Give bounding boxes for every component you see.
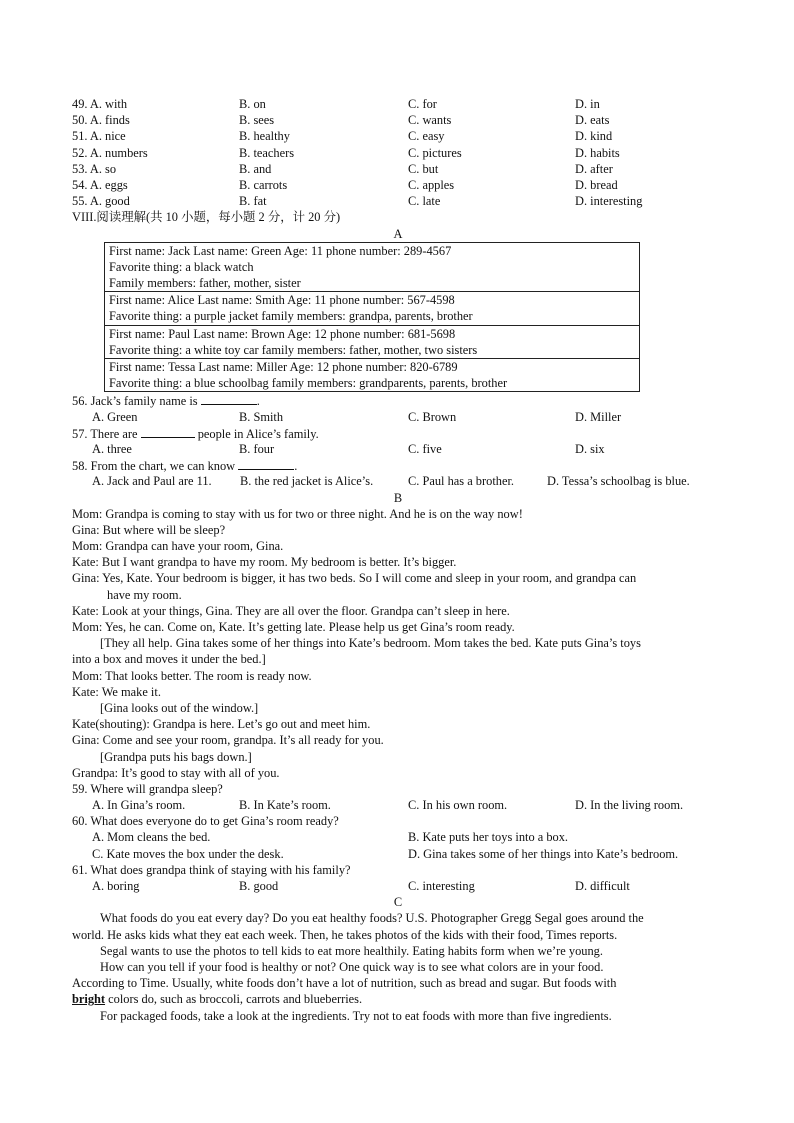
option-d: D. In the living room. — [575, 798, 684, 813]
option-b: B. and — [239, 161, 272, 176]
card-line: First name: Paul Last name: Brown Age: 12 phone number: 681-5698 — [109, 326, 456, 341]
card-line: First name: Alice Last name: Smith Age: 11 phone number: 567-4598 — [109, 293, 455, 308]
paragraph-line: For packaged foods, take a look at the ingredients. Try not to eat foods with more than five ingredients. — [100, 1008, 612, 1023]
option-a: 50. A. finds — [72, 113, 130, 128]
dialogue-line: Grandpa: It’s good to stay with all of you. — [72, 765, 280, 780]
option-b: B. teachers — [239, 145, 295, 160]
cloze-row-49 — [72, 96, 724, 112]
option-a: 49. A. with — [72, 97, 128, 111]
option-c: C. Kate moves the box under the desk. — [92, 846, 284, 861]
dialogue-line: Mom: Yes, he can. Come on, Kate. It’s getting late. Please help us get Gina’s room ready. — [72, 620, 515, 634]
info-card-tessa — [105, 359, 640, 392]
card-line: Family members: father, mother, sister — [109, 276, 301, 291]
cloze-row-53 — [72, 161, 724, 177]
option-d: D. kind — [575, 129, 613, 144]
option-c: C. pictures — [408, 145, 462, 160]
stage-direction-continued: into a box and moves it under the bed.] — [72, 652, 266, 667]
option-c: C. easy — [408, 129, 445, 144]
dialogue-line: Mom: Grandpa can have your room, Gina. — [72, 539, 284, 554]
paragraph-line: According to Time. Usually, white foods don’t have a lot of nutrition, such as bread and sugar. But foods with — [72, 976, 617, 991]
question-57: 57. There are people in Alice’s family. — [72, 426, 319, 441]
option-c: C. interesting — [408, 879, 475, 893]
option-b: B. fat — [239, 194, 267, 209]
option-a: A. Jack and Paul are 11. — [92, 474, 212, 489]
option-c: C. late — [408, 194, 441, 209]
dialogue-line: Kate: We make it. — [72, 684, 161, 699]
cloze-row-52 — [72, 145, 724, 161]
card-line: First name: Tessa Last name: Miller Age: 12 phone number: 820-6789 — [109, 360, 458, 374]
card-line: Favorite thing: a purple jacket family members: grandpa, parents, brother — [109, 309, 473, 324]
option-d: D. Gina takes some of her things into Kate’s bedroom. — [408, 846, 679, 861]
question-60-options-cd — [72, 846, 724, 862]
cloze-row-51 — [72, 128, 724, 144]
passage-label-a: A — [393, 226, 403, 241]
passage-label-b: B — [393, 490, 403, 505]
option-d: D. eats — [575, 113, 610, 128]
option-b: B. sees — [239, 113, 275, 128]
cloze-row-54 — [72, 177, 724, 193]
option-b: B. carrots — [239, 177, 288, 192]
option-d: D. difficult — [575, 879, 630, 893]
card-line: Favorite thing: a black watch — [109, 259, 254, 274]
paragraph-line: How can you tell if your food is healthy or not? One quick way is to see what colors are in your food. — [100, 959, 604, 974]
cloze-row-50 — [72, 112, 724, 128]
underlined-word: bright — [72, 992, 106, 1007]
dialogue-line: Gina: Yes, Kate. Your bedroom is bigger, it has two beds. So I will come and sleep in your room, and grandpa can — [72, 571, 637, 586]
option-c: C. apples — [408, 177, 455, 192]
question-58-options — [72, 473, 724, 489]
paragraph-line: What foods do you eat every day? Do you eat healthy foods? U.S. Photographer Gregg Segal goes around the — [100, 911, 644, 926]
option-a: 52. A. numbers — [72, 145, 148, 160]
option-a: 53. A. so — [72, 161, 117, 176]
paragraph-line: Segal wants to use the photos to tell kids to eat more healthily. Eating habits form when we’re young. — [100, 943, 603, 958]
question-59-options — [72, 797, 724, 813]
dialogue-line: Mom: That looks better. The room is ready now. — [72, 668, 312, 683]
option-d: D. in — [575, 97, 600, 111]
dialogue-line: Mom: Grandpa is coming to stay with us for two or three night. And he is on the way now! — [72, 506, 523, 521]
question-61: 61. What does grandpa think of staying with his family? — [72, 862, 351, 877]
option-d: D. six — [575, 441, 605, 456]
dialogue-line: Kate: Look at your things, Gina. They are all over the floor. Grandpa can’t sleep in here. — [72, 603, 510, 618]
option-c: C. wants — [408, 113, 452, 128]
card-line: First name: Jack Last name: Green Age: 11 phone number: 289-4567 — [109, 243, 452, 258]
option-b: B. Kate puts her toys into a box. — [408, 830, 569, 845]
option-c: C. but — [408, 161, 439, 176]
stage-direction: [Gina looks out of the window.] — [100, 700, 259, 715]
stage-direction: [They all help. Gina takes some of her things into Kate’s bedroom. Mom takes the bed. Kate puts Gina’s toys — [100, 636, 641, 651]
option-a: A. Green — [92, 409, 138, 424]
info-chart — [104, 242, 640, 393]
option-a: 51. A. nice — [72, 129, 126, 144]
answer-blank — [141, 425, 195, 438]
passage-label-c: C — [393, 895, 403, 910]
option-a: A. Mom cleans the bed. — [92, 830, 211, 845]
dialogue-line: Kate: But I want grandpa to have my room. My bedroom is better. It’s bigger. — [72, 555, 457, 570]
option-a: 55. A. good — [72, 194, 130, 209]
option-a: A. In Gina’s room. — [92, 798, 186, 813]
question-60-options-ab — [72, 829, 724, 845]
question-56-options — [72, 409, 724, 425]
paragraph-line: bright colors do, such as broccoli, carrots and blueberries. — [72, 992, 363, 1007]
option-a: A. three — [92, 441, 132, 456]
answer-blank — [201, 392, 257, 405]
card-line: Favorite thing: a white toy car family members: father, mother, two sisters — [109, 342, 478, 357]
option-a: 54. A. eggs — [72, 177, 128, 192]
dialogue-line: Gina: Come and see your room, grandpa. It’s all ready for you. — [72, 733, 384, 748]
section-title: VIII.阅读理解(共 10 小题，每小题 2 分，计 20 分) — [72, 210, 341, 225]
option-d: D. Tessa’s schoolbag is blue. — [547, 474, 690, 489]
info-card-alice — [105, 292, 640, 325]
option-d: D. bread — [575, 177, 618, 192]
option-b: B. on — [239, 97, 266, 111]
option-b: B. the red jacket is Alice’s. — [240, 474, 374, 489]
question-58: 58. From the chart, we can know . — [72, 459, 298, 474]
card-line: Favorite thing: a blue schoolbag family members: grandparents, parents, brother — [109, 376, 508, 391]
question-56: 56. Jack’s family name is . — [72, 394, 260, 409]
question-60: 60. What does everyone do to get Gina’s room ready? — [72, 814, 339, 829]
info-card-jack — [105, 242, 640, 292]
option-b: B. Smith — [239, 409, 284, 424]
option-b: B. four — [239, 441, 275, 456]
dialogue-line-continued: have my room. — [107, 587, 182, 602]
question-57-options — [72, 441, 724, 457]
cloze-row-55 — [72, 193, 724, 209]
option-c: C. Paul has a brother. — [408, 474, 514, 489]
option-c: C. Brown — [408, 409, 457, 424]
option-b: B. healthy — [239, 129, 290, 144]
option-c: C. for — [408, 97, 437, 111]
answer-blank — [238, 457, 294, 470]
option-d: D. after — [575, 161, 613, 176]
exam-page — [72, 96, 724, 1024]
option-d: D. interesting — [575, 194, 643, 209]
paragraph-line: world. He asks kids what they eat each week. Then, he takes photos of the kids with their food, Times reports. — [72, 927, 618, 942]
dialogue-line: Gina: But where will be sleep? — [72, 522, 226, 537]
dialogue-line: Kate(shouting): Grandpa is here. Let’s go out and meet him. — [72, 717, 371, 732]
option-d: D. Miller — [575, 409, 622, 424]
option-c: C. five — [408, 441, 442, 456]
question-61-options — [72, 878, 724, 894]
option-b: B. In Kate’s room. — [239, 798, 331, 813]
stage-direction: [Grandpa puts his bags down.] — [100, 749, 252, 764]
question-59: 59. Where will grandpa sleep? — [72, 781, 223, 796]
cloze-options — [72, 96, 724, 209]
option-c: C. In his own room. — [408, 798, 508, 813]
option-d: D. habits — [575, 145, 620, 160]
info-card-paul — [105, 325, 640, 358]
option-a: A. boring — [92, 879, 140, 893]
option-b: B. good — [239, 879, 279, 893]
